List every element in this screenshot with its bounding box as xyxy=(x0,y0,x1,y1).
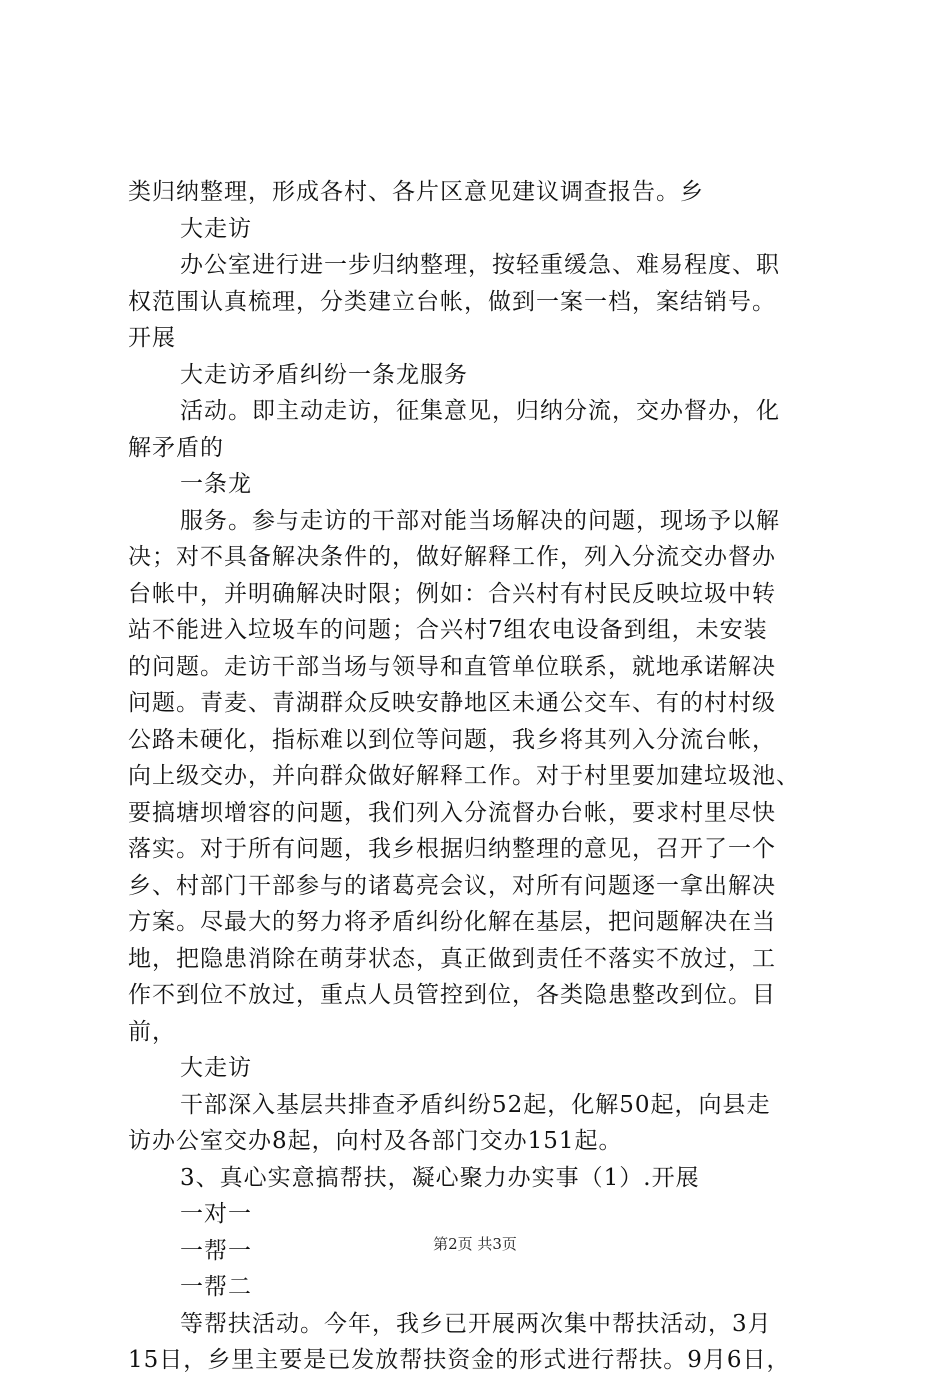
text-line: 乡、村部门干部参与的诸葛亮会议，对所有问题逐一拿出解决 xyxy=(128,872,776,899)
text-line: 方案。尽最大的努力将矛盾纠纷化解在基层，把问题解决在当 xyxy=(128,909,776,935)
text-line: 作不到位不放过，重点人员管控到位，各类隐患整改到位。目 xyxy=(128,982,776,1008)
text-line: 一对一 xyxy=(180,1201,252,1227)
text-line: 前， xyxy=(128,1018,176,1045)
text-line: 公路未硬化，指标难以到位等问题，我乡将其列入分流台帐， xyxy=(128,726,776,753)
text-line: 要搞塘坝增容的问题，我们列入分流督办台帐，要求村里尽快 xyxy=(128,799,776,826)
page-number: 第2页 共3页 xyxy=(433,1235,517,1253)
text-line: 地，把隐患消除在萌芽状态，真正做到责任不落实不放过，工 xyxy=(128,945,776,972)
text-line: 权范围认真梳理，分类建立台帐，做到一案一档，案结销号。 xyxy=(128,288,776,315)
text-line: 活动。即主动走访，征集意见，归纳分流，交办督办，化 xyxy=(180,398,780,424)
text-line: 3、真心实意搞帮扶，凝心聚力办实事（1）.开展 xyxy=(180,1164,700,1191)
text-line: 15日，乡里主要是已发放帮扶资金的形式进行帮扶。9月6日， xyxy=(128,1347,791,1373)
text-line: 台帐中，并明确解决时限；例如：合兴村有村民反映垃圾中转 xyxy=(128,580,776,607)
text-line: 办公室进行进一步归纳整理，按轻重缓急、难易程度、职 xyxy=(180,252,780,278)
text-line: 落实。对于所有问题，我乡根据归纳整理的意见，召开了一个 xyxy=(128,836,776,862)
text-line: 问题。青麦、青湖群众反映安静地区未通公交车、有的村村级 xyxy=(128,690,776,716)
body-text xyxy=(128,174,840,1379)
text-line: 一帮二 xyxy=(180,1274,252,1300)
text-line: 一条龙 xyxy=(180,471,252,497)
text-line: 决；对不具备解决条件的，做好解释工作，列入分流交办督办 xyxy=(128,544,776,570)
page-footer xyxy=(0,1234,950,1254)
text-line: 类归纳整理，形成各村、各片区意见建议调查报告。乡 xyxy=(128,179,704,205)
text-line: 服务。参与走访的干部对能当场解决的问题，现场予以解 xyxy=(180,507,780,534)
text-line: 开展 xyxy=(128,325,176,351)
text-line: 向上级交办，并向群众做好解释工作。对于村里要加建垃圾池、 xyxy=(128,763,800,789)
text-line: 解矛盾的 xyxy=(128,434,224,461)
text-line: 一帮一 xyxy=(180,1237,252,1264)
text-line: 的问题。走访干部当场与领导和直管单位联系，就地承诺解决 xyxy=(128,653,776,680)
text-line: 访办公室交办8起，向村及各部门交办151起。 xyxy=(128,1128,623,1154)
text-line: 站不能进入垃圾车的问题；合兴村7组农电设备到组，未安装 xyxy=(128,617,768,643)
text-line: 大走访矛盾纠纷一条龙服务 xyxy=(180,361,468,388)
text-line: 干部深入基层共排查矛盾纠纷52起，化解50起，向县走 xyxy=(180,1091,771,1118)
text-line: 大走访 xyxy=(180,215,252,242)
text-line: 大走访 xyxy=(180,1055,252,1081)
text-line: 等帮扶活动。今年，我乡已开展两次集中帮扶活动，3月 xyxy=(180,1310,772,1337)
